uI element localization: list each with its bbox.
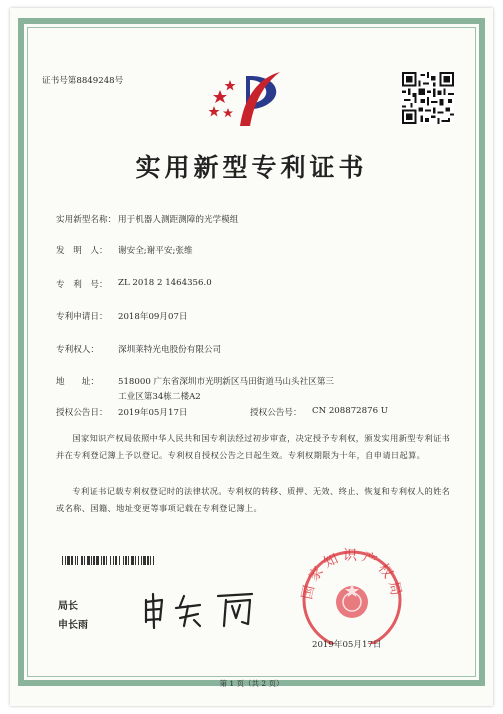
director-name: 申长雨 <box>58 620 88 631</box>
address-line-2: 工业区第34栋二楼A2 <box>118 392 201 402</box>
grant-date-value: 2019年05月17日 <box>118 408 188 418</box>
patent-no-label: 专 利 号： <box>56 280 108 290</box>
certificate-title: 实用新型专利证书 <box>135 153 368 182</box>
address-line-1: 518000 广东省深圳市光明新区马田街道马山头社区第三 <box>118 377 335 387</box>
patentee-label: 专利权人： <box>56 345 99 355</box>
inventor-label: 发 明 人： <box>56 246 108 256</box>
handwritten-signature <box>140 590 260 630</box>
legal-status-statement: 专利证书记载专利权登记时的法律状况。专利权的转移、质押、无效、终止、恢复和专利权人的姓名或名称、国籍、地址变更等事项记载在专利登记簿上。 <box>56 486 451 513</box>
seal-date: 2019年05月17日 <box>312 640 382 650</box>
svg-text:国家知识产权局: 国家知识产权局 <box>299 548 405 602</box>
grant-no-value: CN 208872876 U <box>312 406 389 416</box>
address-label: 地 址： <box>56 377 99 387</box>
name-value: 用于机器人测距测障的光学模组 <box>118 215 239 225</box>
inventor-value: 谢安全;谢平安;张维 <box>118 246 193 256</box>
name-label: 实用新型名称： <box>56 215 117 225</box>
patentee-value: 深圳莱特光电股份有限公司 <box>118 345 222 355</box>
certificate-number: 证书号第8849248号 <box>42 76 124 86</box>
patent-office-logo <box>206 68 296 130</box>
official-seal <box>292 540 412 644</box>
grant-date-label: 授权公告日： <box>56 408 108 418</box>
page-footer: 第 1 页（共 2 页） <box>219 679 284 688</box>
filing-date-value: 2018年09月07日 <box>118 312 188 322</box>
grant-statement: 国家知识产权局依照中华人民共和国专利法经过初步审查，决定授予专利权，颁发实用新型专利证书并在专利登记簿上予以登记。专利权自授权公告之日起生效。专利权期限为十年，自申请日起算。 <box>56 433 451 460</box>
barcode <box>62 556 232 565</box>
grant-no-label: 授权公告号： <box>250 408 302 418</box>
director-title: 局长 <box>58 601 78 612</box>
patent-no-value: ZL 2018 2 1464356.0 <box>118 278 212 288</box>
qr-code <box>402 72 454 124</box>
filing-date-label: 专利申请日： <box>56 312 108 322</box>
